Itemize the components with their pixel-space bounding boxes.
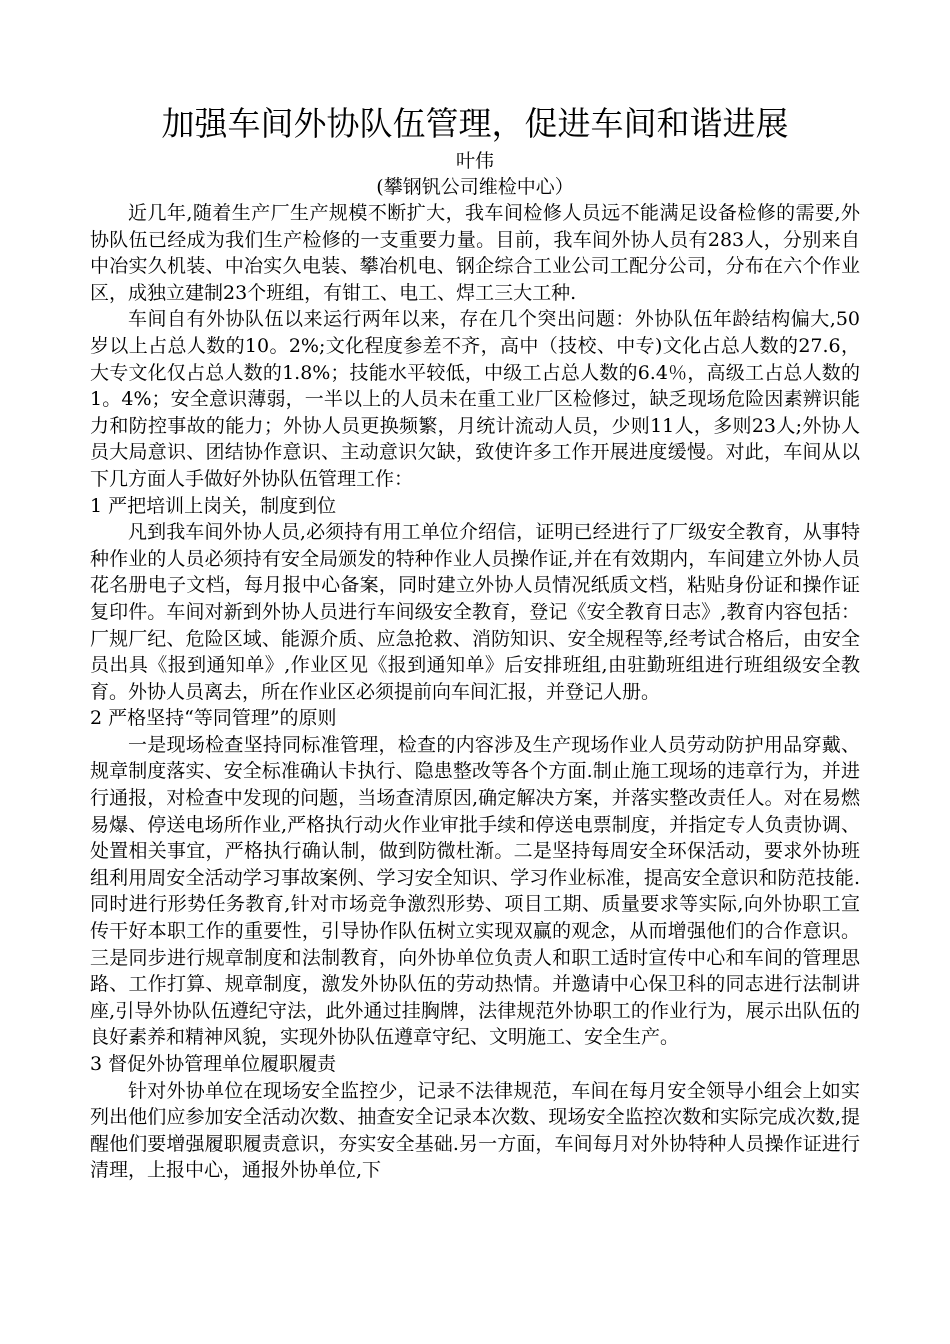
paragraph-intro: 近几年,随着生产厂生产规模不断扩大，我车间检修人员远不能满足设备检修的需要,外协队伍已经成为我们生产检修的一支重要力量。目前，我车间外协人员有283人，分别来自中冶实久机装、中冶实久电装、攀冶机电、钢企综合工业公司工配分公司，分布在六个作业区，成独立建制23个班组，有钳工、电工、焊工三大工种.: [90, 202, 860, 304]
section-heading-1: 1 严把培训上岗关，制度到位: [90, 494, 337, 517]
author-name: 叶伟: [455, 150, 494, 172]
section-heading-3: 3 督促外协管理单位履职履责: [90, 1053, 337, 1075]
paragraph-section-1: 凡到我车间外协人员,必须持有用工单位介绍信，证明已经进行了厂级安全教育，从事特种作业的人员必须持有安全局颁发的特种作业人员操作证,并在有效期内，车间建立外协人员花名册电子文档，每月报中心备案，同时建立外协人员情况纸质文档，粘贴身份证和操作证复印件。车间对新到外协人员进行车间级安全教育，登记《安全教育日志》,教育内容包括：厂规厂纪、危险区域、能源介质、应急抢救、消防知识、安全规程等,经考试合格后，由安全员出具《报到通知单》,作业区见《报到通知单》后安排班组,由驻勤班组进行班组级安全教育。外协人员离去，所在作业区必须提前向车间汇报，并登记人册。: [90, 521, 860, 703]
document-page: [90, 100, 860, 1184]
paragraph-section-2: 一是现场检查坚持同标准管理，检查的内容涉及生产现场作业人员劳动防护用品穿戴、规章制度落实、安全标准确认卡执行、隐患整改等各个方面.制止施工现场的违章行为，并进行通报，对检查中发现的问题，当场查清原因,确定解决方案，并落实整改责任人。对在易燃易爆、停送电场所作业,严格执行动火作业审批手续和停送电票制度，并指定专人负责协调、处置相关事宜，严格执行确认制，做到防微杜渐。二是坚持每周安全环保活动，要求外协班组利用周安全活动学习事故案例、学习安全知识、学习作业标准，提高安全意识和防范技能.同时进行形势任务教育,针对市场竞争激烈形势、项目工期、质量要求等实际,向外协职工宣传干好本职工作的重要性，引导协作队伍树立实现双赢的观念，从而增强他们的合作意识。三是同步进行规章制度和法制教育，向外协单位负责人和职工适时宣传中心和车间的管理思路、工作打算、规章制度，激发外协队伍的劳动热情。并邀请中心保卫科的同志进行法制讲座,引导外协队伍遵纪守法，此外通过挂胸牌，法律规范外协职工的作业行为，展示出队伍的良好素养和精神风貌，实现外协队伍遵章守纪、文明施工、安全生产。: [90, 733, 860, 1049]
paragraph-problems: 车间自有外协队伍以来运行两年以来，存在几个突出问题：外协队伍年龄结构偏大,50岁以上占总人数的10。2%;文化程度参差不齐，高中（技校、中专)文化占总人数的27.6，大专文化仅占总人数的1.8%；技能水平较低，中级工占总人数的6.4％，高级工占总人数的1。4%；安全意识薄弱，一半以上的人员未在重工业厂区检修过，缺乏现场危险因素辨识能力和防控事故的能力；外协人员更换频繁，月统计流动人员，少则11人，多则23人;外协人员大局意识、团结协作意识、主动意识欠缺，致使许多工作开展进度缓慢。对此，车间从以下几方面人手做好外协队伍管理工作：: [90, 308, 860, 490]
section-heading-2: 2 严格坚持“等同管理”的原则: [90, 707, 337, 730]
paragraph-section-3: 针对外协单位在现场安全监控少，记录不法律规范，车间在每月安全领导小组会上如实列出他们应参加安全活动次数、抽查安全记录本次数、现场安全监控次数和实际完成次数,提醒他们要增强履职履责意识，夯实安全基础.另一方面，车间每月对外协特种人员操作证进行清理，上报中心，通报外协单位,下: [90, 1079, 860, 1182]
document-title: 加强车间外协队伍管理，促进车间和谐进展: [161, 104, 789, 143]
author-affiliation: (攀钢钒公司维检中心）: [376, 176, 574, 198]
